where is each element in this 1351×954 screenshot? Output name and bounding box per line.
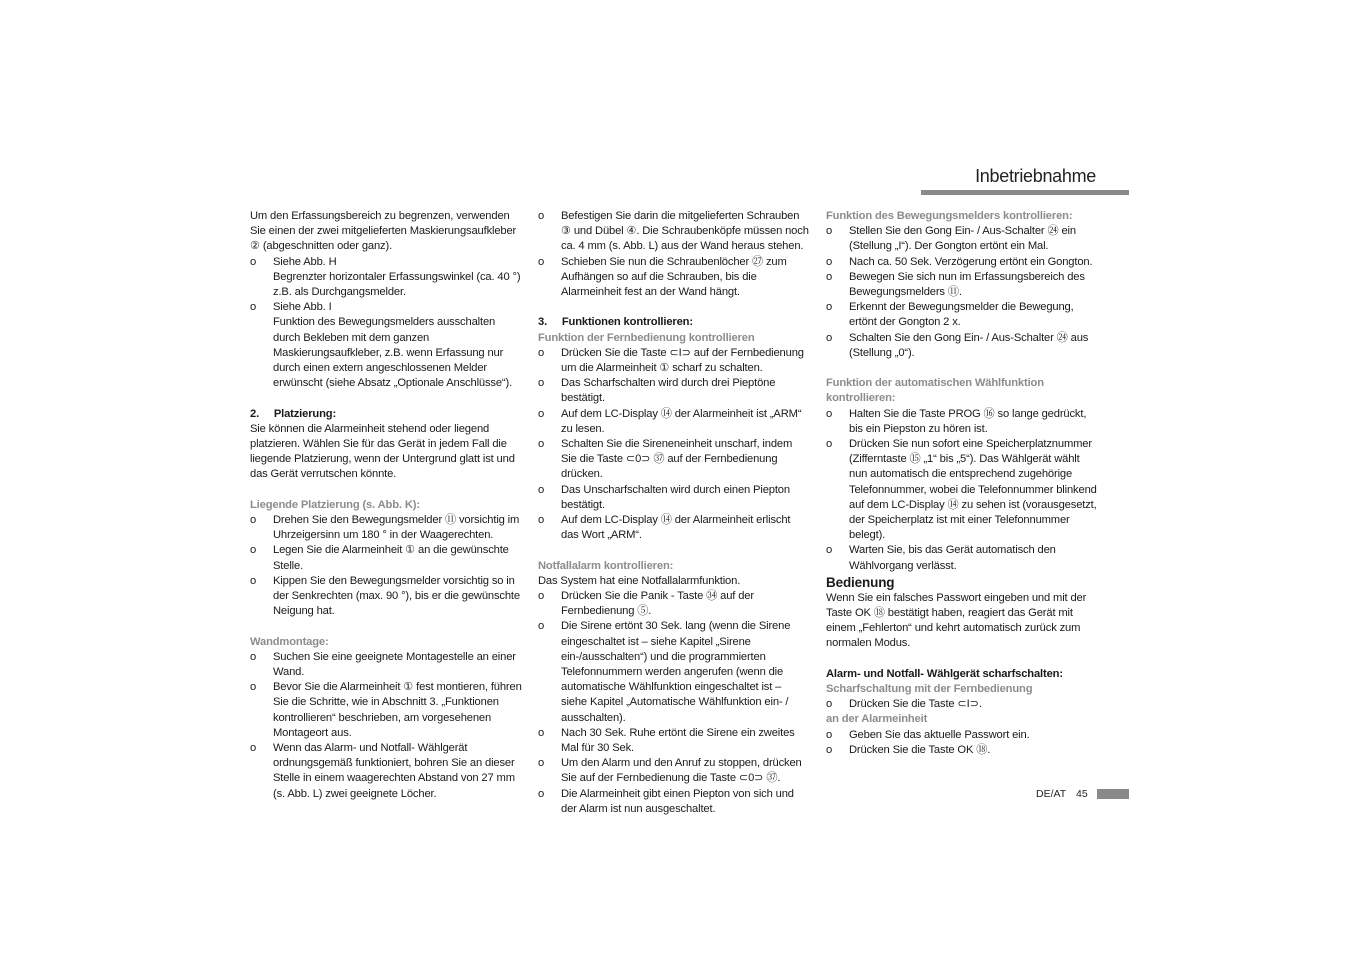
list-item [826,224,1098,254]
bullet-marker: o [250,255,257,268]
bullet-marker: o [538,483,545,496]
subheading: Scharfschaltung mit der Fernbedienung [826,683,1033,696]
bullet-marker: o [250,514,257,527]
list-item [538,513,810,543]
list-item-text: Siehe Abb. I Funktion des Bewegungsmelders ausschalten durch Bekleben mit dem ganzen Maskierungsaufkleber, z.B. wenn Erfassung nur durch einen extern angeschlossenen Melder erwünscht (siehe Absatz „Optionale Anschlüsse“). [273,301,513,390]
section-heading: 2. Platzierung: [250,407,337,420]
bullet-marker: o [250,544,257,557]
bullet-marker: o [826,438,833,451]
page-number: 45 [1076,788,1088,800]
list-item [250,574,522,620]
bullet-marker: o [250,650,257,663]
list-item-text: Drehen Sie den Bewegungsmelder ⑪ vorsichtig im Uhrzeigersinn um 180 ° in der Waagerechten. [273,514,520,542]
list-item-text: Geben Sie das aktuelle Passwort ein. [849,728,1030,741]
bullet-marker: o [538,377,545,390]
paragraph: Um den Erfassungsbereich zu begrenzen, verwenden Sie einen der zwei mitgelieferten Maskierungsaufkleber ② (abgeschnitten oder ganz). [250,210,517,253]
subheading: an der Alarmeinheit [826,713,928,726]
bullet-marker: o [826,301,833,314]
bullet-marker: o [538,787,545,800]
subheading: Funktion der Fernbedienung kontrollieren [538,331,755,344]
list-item-text: Erkennt der Bewegungsmelder die Bewegung, ertönt der Gongton 2 x. [849,301,1074,329]
bullet-marker: o [538,438,545,451]
section-heading: 3. Funktionen kontrollieren: [538,316,693,329]
text-column-3 [826,209,1098,758]
bullet-marker: o [826,270,833,283]
list-item [250,650,522,680]
bullet-marker: o [826,225,833,238]
list-item [250,255,522,301]
section-title: Bedienung [826,574,895,590]
bullet-marker: o [826,544,833,557]
footer-bar [1097,789,1129,799]
bullet-marker: o [538,514,545,527]
list-item-text: Siehe Abb. H Begrenzter horizontaler Erfassungswinkel (ca. 40 °) z.B. als Durchgangsmelder. [273,255,521,299]
list-item-text: Drücken Sie die Taste ⊂I⊃. [849,698,982,711]
bullet-list [826,697,1098,712]
list-item [826,743,1098,758]
bullet-marker: o [826,255,833,268]
list-item [826,728,1098,743]
bullet-marker: o [826,698,833,711]
spacer [250,619,522,634]
list-item-text: Das Unscharfschalten wird durch einen Piepton bestätigt. [561,483,790,511]
list-item-text: Drücken Sie die Panik - Taste ㉞ auf der Fernbedienung ⑤. [561,590,754,618]
list-item [538,756,810,786]
spacer [538,300,810,315]
list-item [826,300,1098,330]
paragraph: Wenn Sie ein falsches Passwort eingeben und mit der Taste OK ⑱ bestätigt haben, reagiert das Gerät mit einem „Fehlerton“ und kehrt automatisch zurück zum normalen Modus. [826,591,1087,650]
list-item-text: Warten Sie, bis das Gerät automatisch den Wählvorgang verlässt. [849,544,1056,572]
list-item-text: Halten Sie die Taste PROG ⑯ so lange gedrückt, bis ein Piepston zu hören ist. [849,407,1087,435]
list-item-text: Kippen Sie den Bewegungsmelder vorsichtig so in der Senkrechten (max. 90 °), bis er die gewünschte Neigung hat. [273,574,520,618]
bullet-marker: o [538,590,545,603]
list-item [538,483,810,513]
text-column-1 [250,209,522,802]
spacer [826,361,1098,376]
list-item-text: Auf dem LC-Display ⑭ der Alarmeinheit erlischt das Wort „ARM“. [561,514,791,542]
bullet-marker: o [538,210,545,222]
list-item [538,255,810,301]
list-item-text: Drücken Sie nun sofort eine Speicherplatznummer (Zifferntaste ⑮ „1“ bis „5“). Das Wählgerät wählt nun automatisch die entsprechend zugehörige Telefonnummer, wobei die Telefonnummer blinkend auf dem LC-Display ⑭ zu sehen ist (vorausgesetzt, der Speicherplatz ist mit einer Telefonnummer belegt). [849,438,1097,542]
list-item-text: Legen Sie die Alarmeinheit ① an die gewünschte Stelle. [273,544,509,572]
text-column-2 [538,209,810,817]
bullet-list [250,255,522,392]
list-item-text: Bevor Sie die Alarmeinheit ① fest montieren, führen Sie die Schritte, wie in Abschnitt 3. „Funktionen kontrollieren“ beschrieben, am vorgesehenen Montageort aus. [273,681,522,739]
list-item-text: Drücken Sie die Taste OK ⑱. [849,743,991,756]
list-item [250,680,522,741]
list-item-text: Stellen Sie den Gong Ein- / Aus-Schalter ㉔ ein (Stellung „I“). Der Gongton ertönt ein Mal. [849,225,1076,253]
bullet-list [538,209,810,300]
list-item [826,697,1098,712]
list-item [826,331,1098,361]
list-item-text: Wenn das Alarm- und Notfall- Wählgerät ordnungsgemäß funktioniert, bohren Sie an dieser Stelle in einem waagerechten Abstand von 27 mm (s. Abb. L) zwei geeignete Löcher. [273,742,515,800]
bullet-list [250,513,522,619]
list-item-text: Auf dem LC-Display ⑭ der Alarmeinheit ist „ARM“ zu lesen. [561,407,802,435]
list-item [826,437,1098,543]
paragraph: Sie können die Alarmeinheit stehend oder liegend platzieren. Wählen Sie für das Gerät in jedem Fall die liegende Platzierung, wenn der Untergrund glatt ist und das Gerät verrutschen könnte. [250,422,515,481]
bullet-list [538,346,810,544]
footer-language-label: DE/AT [1036,788,1067,800]
section-heading: Alarm- und Notfall- Wählgerät scharfschalten: [826,667,1063,680]
list-item [826,407,1098,437]
list-item [250,741,522,802]
list-item [826,543,1098,573]
bullet-marker: o [538,757,545,770]
list-item [538,589,810,619]
bullet-marker: o [538,255,545,268]
bullet-list [826,407,1098,574]
bullet-list [250,650,522,802]
subheading: Funktion der automatischen Wählfunktion kontrollieren: [826,377,1044,405]
bullet-marker: o [538,346,545,359]
bullet-marker: o [826,728,833,741]
bullet-list [538,589,810,817]
list-item-text: Die Alarmeinheit gibt einen Piepton von sich und der Alarm ist nun ausgeschaltet. [561,787,794,815]
list-item-text: Schalten Sie die Sireneneinheit unscharf, indem Sie die Taste ⊂0⊃ ㊲ auf der Fernbedienung drücken. [561,438,793,481]
bullet-list [826,224,1098,361]
subheading: Liegende Platzierung (s. Abb. K): [250,498,420,511]
bullet-marker: o [538,620,545,633]
list-item [250,300,522,391]
list-item-text: Bewegen Sie sich nun im Erfassungsbereich des Bewegungsmelders ⑪. [849,270,1085,299]
list-item-text: Die Sirene ertönt 30 Sek. lang (wenn die Sirene eingeschaltet ist – siehe Kapitel „Sirene ein-/ausschalten“) und die programmierten Telefonnummern werden angerufen (wenn die automatische Wählfunktion eingeschaltet ist – siehe Kapitel „Automatische Wählfunktion ein- / ausschalten). [561,620,791,724]
subheading: Funktion des Bewegungsmelders kontrollieren: [826,210,1073,222]
bullet-marker: o [250,742,257,755]
header-rule [921,190,1129,195]
list-item [250,543,522,573]
list-item [538,619,810,725]
list-item-text: Nach 30 Sek. Ruhe ertönt die Sirene ein zweites Mal für 30 Sek. [561,726,795,755]
list-item-text: Schalten Sie den Gong Ein- / Aus-Schalter ㉔ aus (Stellung „0“). [849,331,1089,359]
list-item-text: Drücken Sie die Taste ⊂I⊃ auf der Fernbedienung um die Alarmeinheit ① scharf zu schalten. [561,346,804,375]
list-item-text: Das Scharfschalten wird durch drei Pieptöne bestätigt. [561,377,776,405]
list-item [538,346,810,376]
list-item-text: Befestigen Sie darin die mitgelieferten Schrauben ③ und Dübel ④. Die Schraubenköpfe müssen noch ca. 4 mm (s. Abb. L) aus der Wand heraus stehen. [561,210,809,253]
bullet-marker: o [538,407,545,420]
list-item-text: Um den Alarm und den Anruf zu stoppen, drücken Sie auf der Fernbedienung die Taste ⊂0⊃ ㊲. [561,757,802,785]
list-item [538,209,810,255]
list-item [250,513,522,543]
bullet-marker: o [826,407,833,420]
subheading: Wandmontage: [250,635,329,648]
bullet-marker: o [250,574,257,587]
bullet-marker: o [538,726,545,739]
bullet-marker: o [250,301,257,314]
spacer [538,543,810,558]
list-item-text: Suchen Sie eine geeignete Montagestelle an einer Wand. [273,650,516,679]
list-item-text: Nach ca. 50 Sek. Verzögerung ertönt ein Gongton. [849,255,1093,268]
list-item [538,376,810,406]
page-title: Inbetriebnahme [975,166,1096,186]
paragraph: Das System hat eine Notfallalarmfunktion. [538,574,741,587]
list-item [538,726,810,756]
list-item [538,787,810,817]
list-item [826,255,1098,270]
bullet-marker: o [826,743,833,756]
spacer [250,391,522,406]
list-item [826,270,1098,300]
list-item [538,437,810,483]
spacer [250,483,522,498]
list-item [538,407,810,437]
bullet-marker: o [250,681,257,694]
list-item-text: Schieben Sie nun die Schraubenlöcher ㉗ zum Aufhängen so auf die Schrauben, bis die Alarmeinheit fest an der Wand hängt. [561,255,787,299]
subheading: Notfallalarm kontrollieren: [538,559,674,572]
spacer [826,652,1098,667]
bullet-list [826,728,1098,758]
bullet-marker: o [826,331,833,344]
